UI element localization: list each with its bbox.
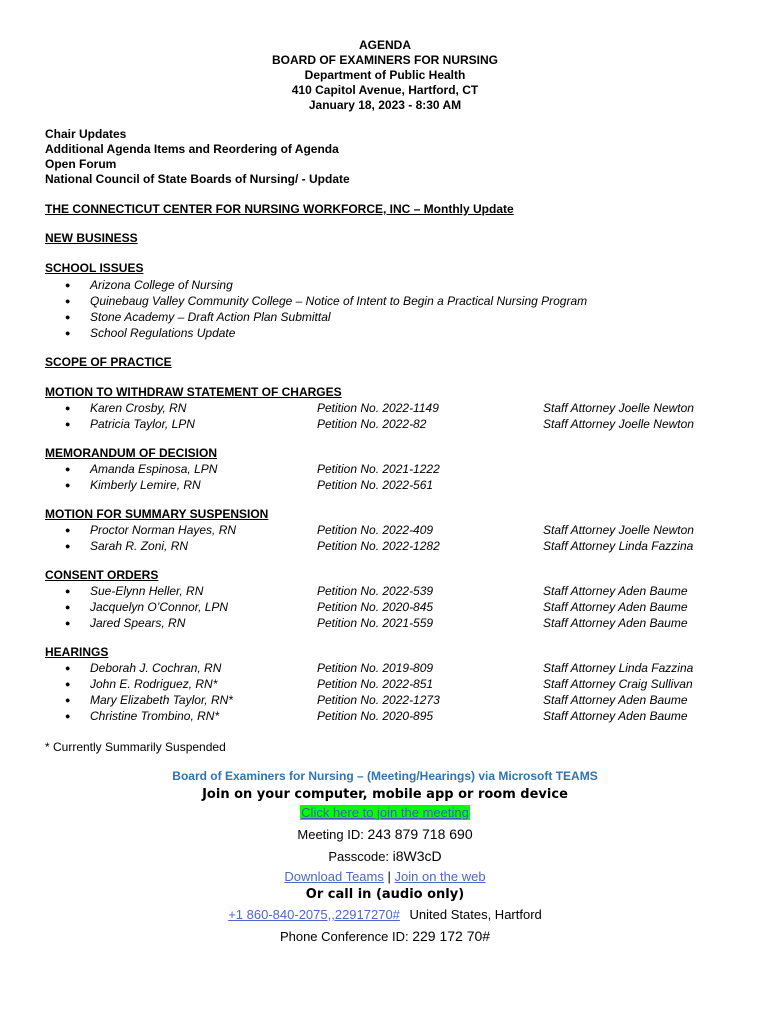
respondent-name: Karen Crosby, RN: [90, 401, 187, 415]
list-item: [0, 293, 770, 309]
case-row: [0, 708, 770, 724]
respondent-name: Amanda Espinosa, LPN: [90, 462, 218, 476]
passcode-row: [0, 847, 770, 866]
petition-number: Petition No. 2020-895: [317, 709, 434, 723]
petition-number: Petition No. 2019-809: [317, 661, 434, 675]
meeting-id-label: Meeting ID:: [297, 827, 364, 842]
new-business-heading: NEW BUSINESS: [45, 231, 138, 245]
conference-id-row: [0, 927, 770, 946]
respondent-name: Proctor Norman Hayes, RN: [90, 523, 237, 537]
workforce-heading: THE CONNECTICUT CENTER FOR NURSING WORKFORCE, INC – Monthly Update: [45, 202, 514, 216]
download-teams-link[interactable]: Download Teams: [284, 869, 384, 884]
staff-attorney: Staff Attorney Joelle Newton: [543, 417, 694, 431]
petition-number: Petition No. 2022-409: [317, 523, 434, 537]
case-row: [0, 416, 770, 432]
bullet-icon: ●: [65, 525, 71, 535]
petition-number: Petition No. 2022-1273: [317, 693, 440, 707]
case-row: [0, 660, 770, 676]
petition-number: Petition No. 2021-1222: [317, 462, 440, 476]
bullet-icon: ●: [65, 586, 71, 596]
school-issue: Arizona College of Nursing: [90, 278, 233, 292]
respondent-name: Jared Spears, RN: [90, 616, 186, 630]
bullet-icon: ●: [65, 711, 71, 721]
petition-number: Petition No. 2021-559: [317, 616, 434, 630]
meeting-id-row: [0, 825, 770, 844]
case-row: [0, 477, 770, 493]
passcode: i8W3cD: [392, 848, 442, 864]
bullet-icon: ●: [65, 663, 71, 673]
bullet-icon: ●: [65, 280, 71, 290]
bullet-icon: ●: [65, 480, 71, 490]
school-issue: Stone Academy – Draft Action Plan Submittal: [90, 310, 331, 324]
staff-attorney: Staff Attorney Aden Baume: [543, 693, 688, 707]
respondent-name: Patricia Taylor, LPN: [90, 417, 195, 431]
intro-item: National Council of State Boards of Nursing/ - Update: [45, 172, 350, 186]
hearings-heading: HEARINGS: [45, 645, 109, 659]
case-row: [0, 599, 770, 615]
join-meeting-link[interactable]: Click here to join the meeting: [301, 805, 469, 820]
staff-attorney: Staff Attorney Craig Sullivan: [543, 677, 693, 691]
bullet-icon: ●: [65, 618, 71, 628]
link-separator: |: [387, 869, 391, 884]
phone-row: [0, 906, 770, 924]
conference-id-label: Phone Conference ID:: [279, 929, 409, 944]
case-row: [0, 538, 770, 554]
staff-attorney: Staff Attorney Linda Fazzina: [543, 539, 694, 553]
join-meeting-row: [0, 804, 770, 822]
petition-number: Petition No. 2022-1149: [317, 401, 439, 415]
consent-orders-heading: CONSENT ORDERS: [45, 568, 159, 582]
staff-attorney: Staff Attorney Joelle Newton: [543, 523, 694, 537]
agenda-header: [0, 38, 770, 113]
staff-attorney: Staff Attorney Joelle Newton: [543, 401, 694, 415]
join-web-link[interactable]: Join on the web: [394, 869, 486, 884]
list-item: [0, 277, 770, 293]
intro-items: [45, 127, 350, 187]
respondent-name: Kimberly Lemire, RN: [90, 478, 201, 492]
bullet-icon: ●: [65, 541, 71, 551]
staff-attorney: Staff Attorney Aden Baume: [543, 616, 688, 630]
meeting-id: 243 879 718 690: [367, 826, 473, 842]
intro-item: Chair Updates: [45, 127, 127, 141]
teams-links-row: [0, 868, 770, 886]
address: 410 Capitol Avenue, Hartford, CT: [291, 83, 479, 97]
case-row: [0, 522, 770, 538]
intro-item: Open Forum: [45, 157, 117, 171]
call-in-heading: Or call in (audio only): [305, 887, 465, 902]
case-row: [0, 461, 770, 477]
agenda-title: AGENDA: [358, 38, 411, 52]
teams-join-text: Join on your computer, mobile app or room device: [202, 787, 568, 802]
withdraw-heading: MOTION TO WITHDRAW STATEMENT OF CHARGES: [45, 385, 342, 399]
respondent-name: Christine Trombino, RN*: [90, 709, 220, 723]
petition-number: Petition No. 2022-561: [317, 478, 434, 492]
memorandum-heading: MEMORANDUM OF DECISION: [45, 446, 217, 460]
petition-number: Petition No. 2022-82: [317, 417, 427, 431]
petition-number: Petition No. 2022-539: [317, 584, 434, 598]
intro-item: Additional Agenda Items and Reordering of Agenda: [45, 142, 339, 156]
bullet-icon: ●: [65, 328, 71, 338]
staff-attorney: Staff Attorney Aden Baume: [543, 600, 688, 614]
school-issue: Quinebaug Valley Community College – Notice of Intent to Begin a Practical Nursing Program: [90, 294, 588, 308]
bullet-icon: ●: [65, 695, 71, 705]
bullet-icon: ●: [65, 602, 71, 612]
department-name: Department of Public Health: [304, 68, 466, 82]
scope-heading: SCOPE OF PRACTICE: [45, 355, 172, 369]
list-item: [0, 309, 770, 325]
suspension-heading: MOTION FOR SUMMARY SUSPENSION: [45, 507, 269, 521]
list-item: [0, 325, 770, 341]
respondent-name: Sue-Elynn Heller, RN: [90, 584, 204, 598]
case-row: [0, 615, 770, 631]
respondent-name: Mary Elizabeth Taylor, RN*: [90, 693, 233, 707]
bullet-icon: ●: [65, 312, 71, 322]
school-issue: School Regulations Update: [90, 326, 236, 340]
footnote: * Currently Summarily Suspended: [45, 740, 226, 754]
case-row: [0, 676, 770, 692]
respondent-name: Deborah J. Cochran, RN: [90, 661, 222, 675]
case-row: [0, 583, 770, 599]
school-issues-heading: SCHOOL ISSUES: [45, 261, 144, 275]
petition-number: Petition No. 2020-845: [317, 600, 434, 614]
bullet-icon: ●: [65, 679, 71, 689]
staff-attorney: Staff Attorney Aden Baume: [543, 584, 688, 598]
teams-title: Board of Examiners for Nursing – (Meeting/Hearings) via Microsoft TEAMS: [172, 769, 598, 783]
staff-attorney: Staff Attorney Linda Fazzina: [543, 661, 694, 675]
respondent-name: John E. Rodriguez, RN*: [90, 677, 218, 691]
petition-number: Petition No. 2022-851: [317, 677, 434, 691]
bullet-icon: ●: [65, 403, 71, 413]
phone-location: United States, Hartford: [409, 907, 542, 922]
case-row: [0, 692, 770, 708]
bullet-icon: ●: [65, 464, 71, 474]
phone-number-link[interactable]: +1 860-840-2075,,22917270#: [228, 907, 400, 922]
conference-id: 229 172 70#: [412, 928, 491, 944]
respondent-name: Sarah R. Zoni, RN: [90, 539, 189, 553]
respondent-name: Jacquelyn O’Connor, LPN: [90, 600, 229, 614]
meeting-date: January 18, 2023 - 8:30 AM: [308, 98, 462, 112]
board-name: BOARD OF EXAMINERS FOR NURSING: [271, 53, 498, 67]
bullet-icon: ●: [65, 419, 71, 429]
staff-attorney: Staff Attorney Aden Baume: [543, 709, 688, 723]
petition-number: Petition No. 2022-1282: [317, 539, 440, 553]
passcode-label: Passcode:: [328, 849, 390, 864]
bullet-icon: ●: [65, 296, 71, 306]
case-row: [0, 400, 770, 416]
